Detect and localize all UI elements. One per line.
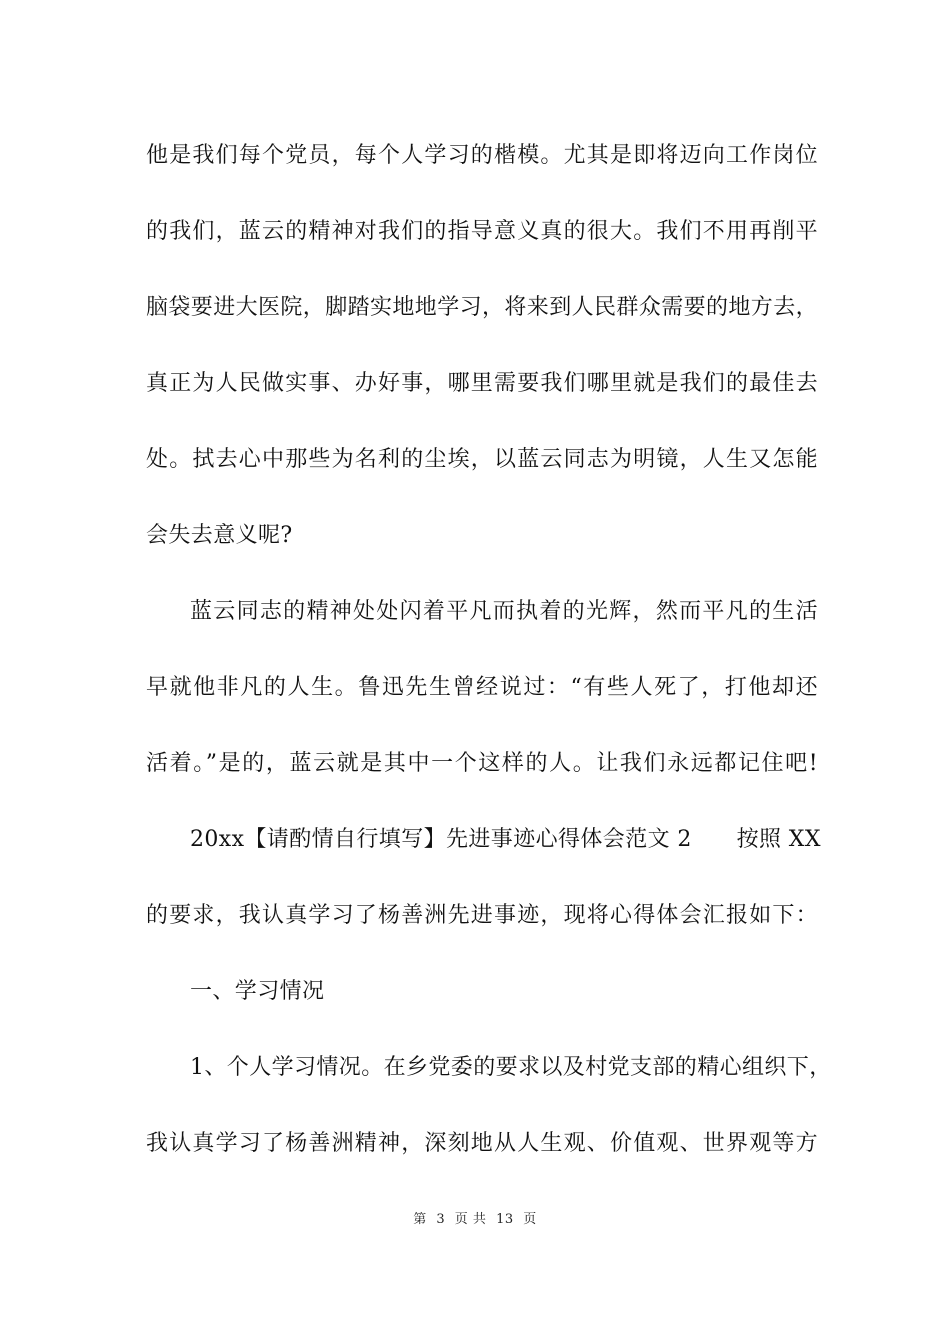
footer-middle: 页 共 [454,1212,487,1227]
section-heading-line: 20xx【请酌情自行填写】先进事迹心得体会范文 2 按照 XX [190,827,821,852]
text-line: 早就他非凡的人生。鲁迅先生曾经说过：“有些人死了，打他却还 [146,675,818,700]
text-line: 蓝云同志的精神处处闪着平凡而执着的光辉，然而平凡的生活 [190,599,818,624]
text-line: 他是我们每个党员，每个人学习的楷模。尤其是即将迈向工作岗位 [146,143,818,168]
footer-prefix: 第 [413,1212,427,1227]
page-footer [0,1208,950,1227]
text-line: 活着。”是的，蓝云就是其中一个这样的人。让我们永远都记住吧! [146,751,818,776]
text-line: 我认真学习了杨善洲精神，深刻地从人生观、价值观、世界观等方 [146,1131,818,1156]
text-line: 1、个人学习情况。在乡党委的要求以及村党支部的精心组织下， [190,1055,832,1080]
current-page-number: 3 [436,1212,446,1227]
text-line: 会失去意义呢? [146,523,293,548]
subsection-heading: 一、学习情况 [190,979,325,1004]
footer-suffix: 页 [523,1212,537,1227]
document-body [146,132,832,1196]
total-page-count: 13 [496,1212,514,1227]
text-line: 的我们，蓝云的精神对我们的指导意义真的很大。我们不用再削平 [146,219,818,244]
text-line: 处。拭去心中那些为名利的尘埃，以蓝云同志为明镜，人生又怎能 [146,447,818,472]
text-line: 的要求，我认真学习了杨善洲先进事迹，现将心得体会汇报如下： [146,903,818,928]
text-line: 脑袋要进大医院，脚踏实地地学习，将来到人民群众需要的地方去， [146,295,819,320]
text-line: 真正为人民做实事、办好事，哪里需要我们哪里就是我们的最佳去 [146,371,818,396]
